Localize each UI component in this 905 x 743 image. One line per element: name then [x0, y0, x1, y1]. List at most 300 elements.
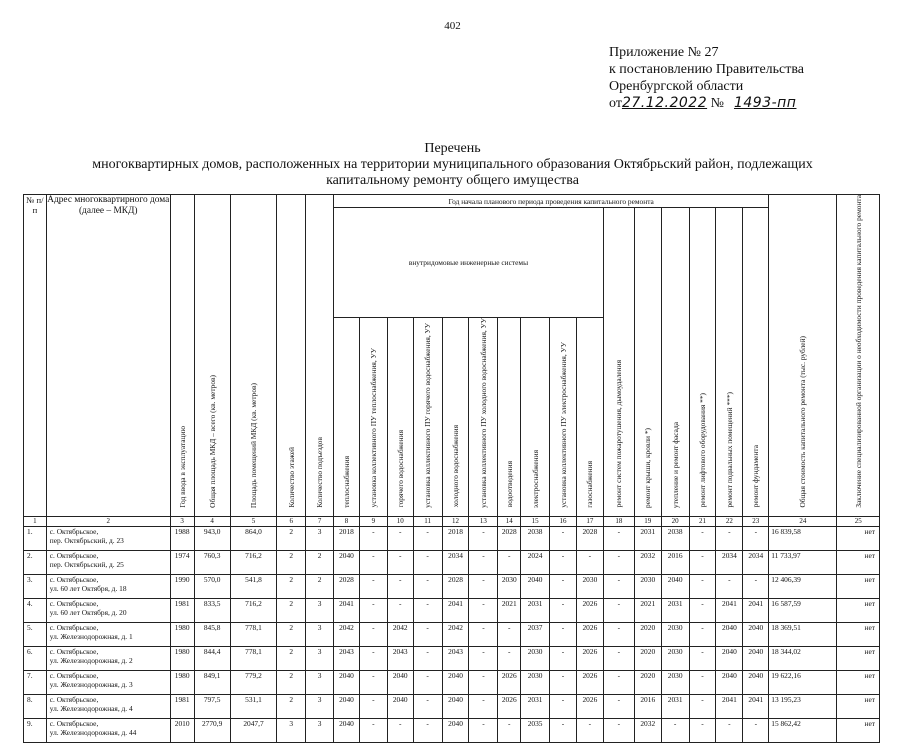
cell-cold-water: 2043: [442, 646, 469, 670]
header-basement: ремонт подвальных помещений ***): [724, 392, 734, 508]
cell-fire: -: [603, 526, 634, 550]
cell-elevator: -: [689, 670, 716, 694]
column-number: 14: [498, 516, 521, 526]
table-row: [24, 550, 880, 574]
appendix-line-2: к постановлению Правительства: [609, 62, 805, 77]
cell-cold-water: 2018: [442, 526, 469, 550]
cell-roof: 2020: [634, 670, 661, 694]
cell-entrances: 3: [306, 670, 334, 694]
cell-basement: 2041: [716, 694, 743, 718]
column-number: 3: [170, 516, 194, 526]
cell-drainage: 2030: [498, 574, 521, 598]
cell-conclusion: нет: [837, 550, 880, 574]
cell-area-rooms: 716,2: [230, 598, 277, 622]
header-entrances-cell: [306, 195, 334, 517]
header-drainage-cell: [498, 317, 521, 516]
cell-cost: 16 839,58: [769, 526, 837, 550]
cell-hot-water-meter: -: [413, 526, 442, 550]
column-number: 6: [277, 516, 306, 526]
cell-roof: 2030: [634, 574, 661, 598]
cell-conclusion: нет: [837, 670, 880, 694]
cell-heating-meter: -: [359, 694, 387, 718]
cell-row-number: 2.: [24, 550, 47, 574]
cell-roof: 2031: [634, 526, 661, 550]
cell-heating: 2041: [334, 598, 360, 622]
cell-basement: 2040: [716, 622, 743, 646]
cell-gas: 2026: [576, 670, 603, 694]
title-line-1: Перечень: [424, 141, 481, 156]
column-number: 1: [24, 516, 47, 526]
cell-electric: 2035: [521, 718, 550, 742]
cell-entrances: 3: [306, 598, 334, 622]
cell-electric-meter: -: [550, 598, 577, 622]
address-line: с. Октябрьское,: [49, 526, 99, 536]
address-line: с. Октябрьское,: [49, 550, 99, 560]
cell-facade: 2031: [661, 694, 689, 718]
cell-drainage: -: [498, 718, 521, 742]
cell-area-rooms: 2047,7: [230, 718, 277, 742]
cell-electric-meter: -: [550, 670, 577, 694]
header-foundation: ремонт фундамента: [751, 445, 761, 508]
address-line: с. Октябрьское,: [49, 718, 99, 728]
cell-year: 1980: [170, 670, 194, 694]
cell-facade: 2030: [661, 670, 689, 694]
cell-address: [46, 550, 170, 574]
cell-fire: -: [603, 670, 634, 694]
cell-heating: 2043: [334, 646, 360, 670]
column-number: 13: [469, 516, 498, 526]
cell-entrances: 3: [306, 622, 334, 646]
cell-floors: 2: [277, 550, 306, 574]
cell-heating: 2028: [334, 574, 360, 598]
cell-cost: 13 195,23: [769, 694, 837, 718]
header-gas-cell: [576, 317, 603, 516]
cell-year: 1981: [170, 694, 194, 718]
address-line: ул. Железнодорожная, д. 4: [49, 703, 133, 713]
header-electric-meter-cell: [550, 317, 577, 516]
address-line: с. Октябрьское,: [49, 574, 99, 584]
table-row: [24, 694, 880, 718]
address-line: ул. Железнодорожная, д. 3: [49, 679, 133, 689]
cell-area-total: 845,8: [194, 622, 230, 646]
column-number: 19: [634, 516, 661, 526]
column-number: 20: [661, 516, 689, 526]
header-no: № п/п: [24, 195, 47, 517]
column-number: 2: [46, 516, 170, 526]
column-number: 10: [387, 516, 413, 526]
cell-hot-water: -: [387, 526, 413, 550]
cell-basement: 2040: [716, 646, 743, 670]
cell-heating: 2040: [334, 694, 360, 718]
cell-fire: -: [603, 694, 634, 718]
header-cold-water: холодного водоснабжения: [451, 425, 461, 508]
cell-heating-meter: -: [359, 550, 387, 574]
cell-elevator: -: [689, 694, 716, 718]
cell-drainage: -: [498, 550, 521, 574]
appendix-date-line: [609, 95, 804, 112]
cell-facade: 2030: [661, 646, 689, 670]
cell-foundation: 2040: [743, 622, 769, 646]
cell-facade: 2016: [661, 550, 689, 574]
cell-heating-meter: -: [359, 718, 387, 742]
cell-electric: 2024: [521, 550, 550, 574]
address-line: ул. Железнодорожная, д. 1: [49, 631, 133, 641]
cell-hot-water-meter: -: [413, 670, 442, 694]
cell-cold-water-meter: -: [469, 718, 498, 742]
header-year-cell: [170, 195, 194, 517]
header-conclusion: Заключение специализированной организации о необходимости проведения капитального ремонта: [853, 195, 863, 508]
cell-fire: -: [603, 574, 634, 598]
cell-row-number: 3.: [24, 574, 47, 598]
cell-cost: 11 733,97: [769, 550, 837, 574]
cell-gas: 2028: [576, 526, 603, 550]
cell-address: [46, 574, 170, 598]
address-line: с. Октябрьское,: [49, 598, 99, 608]
cell-gas: -: [576, 718, 603, 742]
cell-roof: 2020: [634, 646, 661, 670]
cell-year: 1988: [170, 526, 194, 550]
cell-hot-water-meter: -: [413, 622, 442, 646]
header-heating-meter-cell: [359, 317, 387, 516]
cell-cold-water-meter: -: [469, 526, 498, 550]
cell-cold-water-meter: -: [469, 670, 498, 694]
cell-area-rooms: 778,1: [230, 646, 277, 670]
address-line: с. Октябрьское,: [49, 646, 99, 656]
header-basement-cell: [716, 208, 743, 517]
cell-electric-meter: -: [550, 622, 577, 646]
cell-basement: 2040: [716, 670, 743, 694]
cell-drainage: 2026: [498, 670, 521, 694]
cell-cold-water: 2040: [442, 670, 469, 694]
appendix-line-3: Оренбургской области: [609, 79, 744, 94]
header-period-group: Год начала планового периода проведения капитального ремонта: [334, 195, 769, 208]
column-number: 17: [576, 516, 603, 526]
cell-gas: 2026: [576, 646, 603, 670]
cell-area-rooms: 864,0: [230, 526, 277, 550]
column-number: 8: [334, 516, 360, 526]
cell-hot-water: -: [387, 598, 413, 622]
cell-facade: 2031: [661, 598, 689, 622]
header-cost: Общая стоимость капитального ремонта (тыс. рублей): [798, 336, 808, 508]
cell-area-total: 760,3: [194, 550, 230, 574]
cell-hot-water-meter: -: [413, 574, 442, 598]
cell-conclusion: нет: [837, 694, 880, 718]
cell-drainage: -: [498, 646, 521, 670]
cell-area-total: 833,5: [194, 598, 230, 622]
cell-area-rooms: 779,2: [230, 670, 277, 694]
title-line-2: многоквартирных домов, расположенных на территории муниципального образования Октябрьский район, подлежащих: [92, 157, 813, 172]
cell-roof: 2032: [634, 718, 661, 742]
date-prefix: от: [609, 96, 622, 111]
header-hot-water-meter-cell: [413, 317, 442, 516]
cell-foundation: 2040: [743, 670, 769, 694]
header-floors-cell: [277, 195, 306, 517]
cell-electric: 2031: [521, 694, 550, 718]
cell-area-rooms: 541,8: [230, 574, 277, 598]
header-hot-water-meter: установка коллективного ПУ горячего водоснабжения, УУ: [423, 322, 433, 508]
cell-address: [46, 670, 170, 694]
cell-area-total: 844,4: [194, 646, 230, 670]
cell-floors: 2: [277, 646, 306, 670]
cell-facade: -: [661, 718, 689, 742]
cell-heating-meter: -: [359, 598, 387, 622]
cell-address: [46, 526, 170, 550]
column-number: 24: [769, 516, 837, 526]
header-area-rooms: Площадь помещений МКД (кв. метров): [248, 382, 258, 508]
header-elevator-cell: [689, 208, 716, 517]
cell-conclusion: нет: [837, 526, 880, 550]
cell-roof: 2021: [634, 598, 661, 622]
cell-drainage: -: [498, 622, 521, 646]
column-number: 21: [689, 516, 716, 526]
cell-foundation: 2041: [743, 598, 769, 622]
page-number: 402: [444, 20, 461, 32]
cell-heating: 2018: [334, 526, 360, 550]
cell-hot-water: 2042: [387, 622, 413, 646]
cell-conclusion: нет: [837, 598, 880, 622]
cell-heating-meter: -: [359, 670, 387, 694]
header-drainage: водоотведения: [504, 461, 514, 508]
header-conclusion-cell: [837, 195, 880, 517]
cell-roof: 2032: [634, 550, 661, 574]
cell-elevator: -: [689, 526, 716, 550]
cell-conclusion: нет: [837, 718, 880, 742]
cell-heating-meter: -: [359, 622, 387, 646]
cell-entrances: 3: [306, 526, 334, 550]
column-number: 23: [743, 516, 769, 526]
cell-electric-meter: -: [550, 694, 577, 718]
table-row: [24, 670, 880, 694]
cell-year: 1980: [170, 622, 194, 646]
header-electric-meter: установка коллективного ПУ электроснабжения, УУ: [558, 342, 568, 508]
cell-cold-water-meter: -: [469, 598, 498, 622]
cell-gas: 2026: [576, 622, 603, 646]
cell-year: 1980: [170, 646, 194, 670]
cell-basement: -: [716, 718, 743, 742]
cell-floors: 2: [277, 670, 306, 694]
table-body: [24, 526, 880, 742]
header-elevator: ремонт лифтового оборудования **): [698, 393, 708, 508]
address-line: пер. Октябрьский, д. 23: [49, 535, 124, 545]
cell-electric: 2030: [521, 646, 550, 670]
column-number: 11: [413, 516, 442, 526]
cell-floors: 2: [277, 574, 306, 598]
cell-fire: -: [603, 718, 634, 742]
cell-fire: -: [603, 598, 634, 622]
cell-drainage: 2026: [498, 694, 521, 718]
cell-cold-water: 2034: [442, 550, 469, 574]
header-electric-cell: [521, 317, 550, 516]
cell-facade: 2030: [661, 622, 689, 646]
cell-entrances: 2: [306, 550, 334, 574]
cell-year: 2010: [170, 718, 194, 742]
cell-cold-water-meter: -: [469, 694, 498, 718]
cell-elevator: -: [689, 574, 716, 598]
cell-hot-water-meter: -: [413, 718, 442, 742]
cell-row-number: 4.: [24, 598, 47, 622]
handwritten-date: 27.12.2022: [621, 95, 708, 111]
cell-cost: 16 587,59: [769, 598, 837, 622]
cell-hot-water-meter: -: [413, 694, 442, 718]
cell-basement: 2034: [716, 550, 743, 574]
cell-cost: 19 622,16: [769, 670, 837, 694]
cell-cold-water-meter: -: [469, 646, 498, 670]
header-area-rooms-cell: [230, 195, 277, 517]
cell-electric: 2040: [521, 574, 550, 598]
cell-cost: 15 862,42: [769, 718, 837, 742]
cell-cost: 18 344,02: [769, 646, 837, 670]
header-electric: электроснабжения: [530, 449, 540, 508]
header-heating-cell: [334, 317, 360, 516]
cell-heating-meter: -: [359, 574, 387, 598]
cell-row-number: 8.: [24, 694, 47, 718]
cell-floors: 2: [277, 526, 306, 550]
cell-facade: 2038: [661, 526, 689, 550]
number-prefix: №: [710, 96, 724, 111]
cell-electric-meter: -: [550, 574, 577, 598]
cell-cost: 12 406,39: [769, 574, 837, 598]
cell-row-number: 1.: [24, 526, 47, 550]
table-row: [24, 622, 880, 646]
cell-elevator: -: [689, 550, 716, 574]
table-row: [24, 526, 880, 550]
column-number: 4: [194, 516, 230, 526]
cell-conclusion: нет: [837, 574, 880, 598]
cell-fire: -: [603, 622, 634, 646]
header-foundation-cell: [743, 208, 769, 517]
cell-electric: 2030: [521, 670, 550, 694]
cell-hot-water: 2043: [387, 646, 413, 670]
address-line: с. Октябрьское,: [49, 694, 99, 704]
column-number: 5: [230, 516, 277, 526]
cell-cold-water: 2041: [442, 598, 469, 622]
cell-row-number: 9.: [24, 718, 47, 742]
cell-electric-meter: -: [550, 550, 577, 574]
header-heating: теплоснабжения: [341, 455, 351, 508]
header-year: Год ввода в эксплуатацию: [177, 426, 187, 508]
cell-fire: -: [603, 646, 634, 670]
cell-address: [46, 646, 170, 670]
cell-foundation: 2040: [743, 646, 769, 670]
cell-conclusion: нет: [837, 646, 880, 670]
cell-year: 1990: [170, 574, 194, 598]
cell-foundation: -: [743, 718, 769, 742]
appendix-header: [609, 44, 804, 112]
column-number: 22: [716, 516, 743, 526]
cell-hot-water-meter: -: [413, 598, 442, 622]
cell-hot-water: -: [387, 574, 413, 598]
cell-foundation: -: [743, 574, 769, 598]
cell-area-total: 570,0: [194, 574, 230, 598]
column-number: 16: [550, 516, 577, 526]
cell-elevator: -: [689, 598, 716, 622]
cell-gas: 2026: [576, 598, 603, 622]
cell-gas: 2026: [576, 694, 603, 718]
cell-hot-water: 2040: [387, 694, 413, 718]
header-roof: ремонт крыши, кровли *): [643, 427, 653, 508]
cell-heating: 2040: [334, 718, 360, 742]
cell-cold-water-meter: -: [469, 550, 498, 574]
header-cold-water-cell: [442, 317, 469, 516]
address-line: с. Октябрьское,: [49, 622, 99, 632]
cell-area-total: 2770,9: [194, 718, 230, 742]
header-gas: газоснабжения: [585, 460, 595, 508]
cell-heating: 2042: [334, 622, 360, 646]
cell-elevator: -: [689, 646, 716, 670]
appendix-line-1: Приложение № 27: [609, 45, 719, 60]
cell-cost: 18 369,51: [769, 622, 837, 646]
cell-address: [46, 622, 170, 646]
cell-floors: 2: [277, 598, 306, 622]
cell-floors: 2: [277, 694, 306, 718]
cell-entrances: 3: [306, 646, 334, 670]
header-hot-water-cell: [387, 317, 413, 516]
table-row: [24, 574, 880, 598]
column-number: 25: [837, 516, 880, 526]
cell-hot-water-meter: -: [413, 646, 442, 670]
header-address: Адрес многоквартирного дома (далее – МКД): [46, 195, 170, 517]
column-number-row: [24, 516, 880, 526]
cell-roof: 2020: [634, 622, 661, 646]
address-line: ул. 60 лет Октября, д. 18: [49, 583, 127, 593]
address-line: ул. Железнодорожная, д. 2: [49, 655, 133, 665]
cell-row-number: 6.: [24, 646, 47, 670]
column-number: 18: [603, 516, 634, 526]
housing-register-table: [23, 194, 880, 743]
cell-address: [46, 598, 170, 622]
cell-basement: -: [716, 526, 743, 550]
cell-roof: 2016: [634, 694, 661, 718]
header-area-total: Общая площадь МКД – всего (кв. метров): [207, 374, 217, 508]
header-cold-water-meter: установка коллективного ПУ холодного водоснабжения, УУ: [478, 317, 488, 508]
cell-entrances: 3: [306, 694, 334, 718]
cell-area-rooms: 531,1: [230, 694, 277, 718]
title-line-3: капитальному ремонту общего имущества: [326, 173, 579, 188]
address-line: ул. 60 лет Октября, д. 20: [49, 607, 127, 617]
cell-foundation: -: [743, 526, 769, 550]
cell-elevator: -: [689, 718, 716, 742]
cell-entrances: 2: [306, 574, 334, 598]
handwritten-number: 1493-пп: [733, 95, 797, 111]
cell-area-total: 943,0: [194, 526, 230, 550]
header-floors: Количество этажей: [286, 447, 296, 508]
cell-cold-water: 2042: [442, 622, 469, 646]
header-hot-water: горячего водоснабжения: [395, 430, 405, 508]
cell-elevator: -: [689, 622, 716, 646]
column-number: 7: [306, 516, 334, 526]
table-row: [24, 718, 880, 742]
cell-cold-water: 2028: [442, 574, 469, 598]
cell-cold-water: 2040: [442, 718, 469, 742]
cell-electric: 2038: [521, 526, 550, 550]
cell-drainage: 2021: [498, 598, 521, 622]
header-entrances: Количество подъездов: [315, 437, 325, 508]
cell-address: [46, 694, 170, 718]
cell-cold-water-meter: -: [469, 622, 498, 646]
cell-cold-water: 2040: [442, 694, 469, 718]
header-facade: утепление и ремонт фасада: [670, 421, 680, 508]
cell-floors: 3: [277, 718, 306, 742]
header-fire-cell: [603, 208, 634, 517]
cell-address: [46, 718, 170, 742]
cell-area-total: 849,1: [194, 670, 230, 694]
header-roof-cell: [634, 208, 661, 517]
cell-gas: 2030: [576, 574, 603, 598]
cell-heating: 2040: [334, 550, 360, 574]
cell-row-number: 7.: [24, 670, 47, 694]
cell-hot-water: -: [387, 718, 413, 742]
cell-year: 1981: [170, 598, 194, 622]
